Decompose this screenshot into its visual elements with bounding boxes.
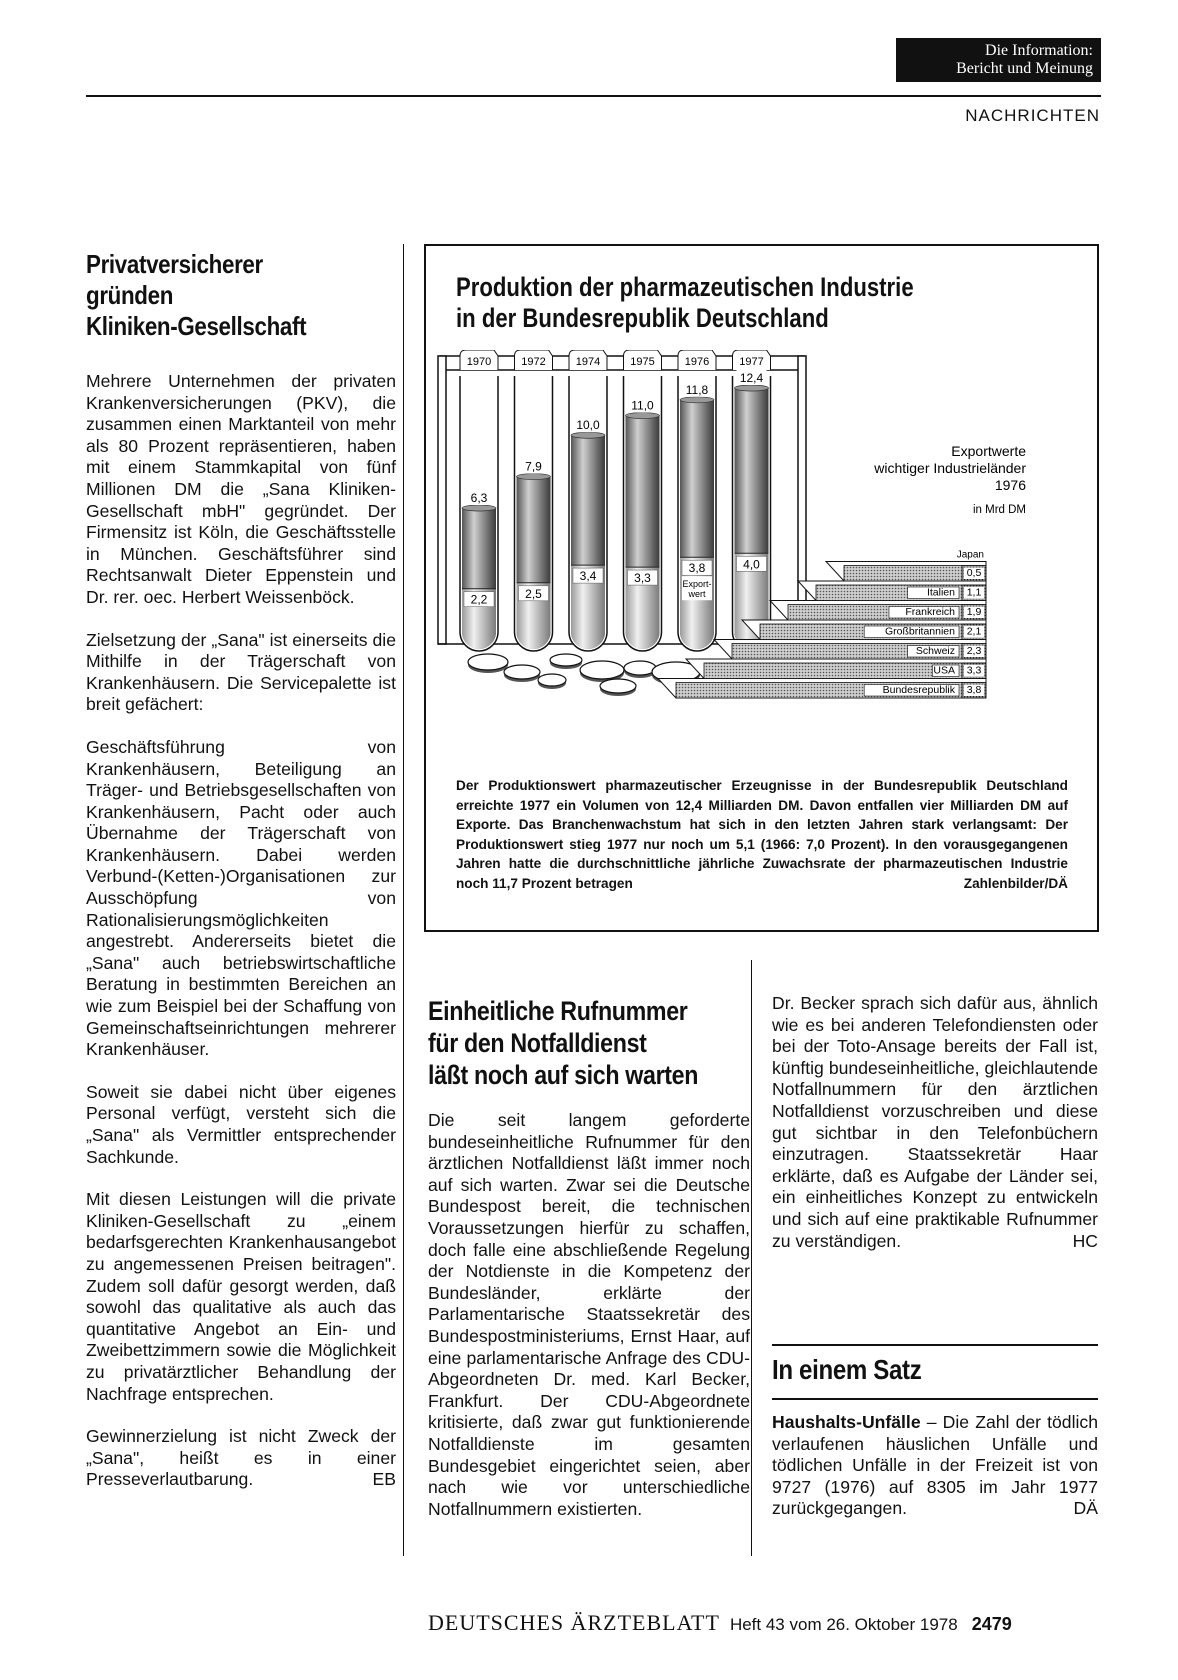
tube-fill-surface [517,474,551,480]
article2-signature: HC [1072,1230,1098,1251]
article1-last-text: Gewinnerzielung ist nicht Zweck der „Sana", heißt es in einer Presseverlautbarung. [86,1426,396,1490]
country-label: USA [933,664,955,677]
country-value-label: 2,1 [966,625,982,638]
country-label: Japan [956,549,984,561]
pill [504,665,540,679]
column-divider-right [751,960,752,1556]
article2-col2 [772,993,1098,1252]
tube-fill-surface [626,413,660,419]
pills-illustration [468,654,700,696]
chart-caption-text: Der Produktionswert pharmazeutischer Erzeugnisse in der Bundesrepublik Deutschland erreichte 1977 ein Volumen von 12,4 Milliarden DM. Davon entfallen vier Milliarden DM auf Exporte. Das Branchenwachstum hat sich in den letzten Jahren stark verlangsamt: Der Produktionswert stieg 1977 nur noch um 5,1 (1966: 7,0 Prozent). In den vorausgegangenen Jahren hatte die durchschnittliche jährliche Zuwachsrate der pharmazeutischen Industrie noch 11,7 Prozent betragen [456,778,1068,891]
article-privatversicherer [86,249,396,1491]
pill [580,661,624,679]
secondary-title-line: wichtiger Industrieländer [874,460,1026,476]
pill [538,674,566,686]
country-label: Großbritannien [884,625,955,638]
country-value-label: 0,5 [966,567,982,579]
secondary-unit: in Mrd DM [972,504,1026,516]
pill [468,654,508,670]
article2-col2-text: Dr. Becker sprach sich dafür aus, ähnlich wie es bei anderen Telefondiensten oder bei der Toto-Ansage bereits der Fall ist, künftig bundeseinheitliche, gleichlautende Notfallnummern für den ärztlichen Notfalldienst vorzuschreiben und diese gut sichtbar in den Telefonbüchern einzutragen. Staatssekretär Haar erklärte, daß es Aufgabe der Länder sei, ein einheitliches Konzept zu entwickeln und sich auf eine praktikable Rufnummer zu verständigen. [772,993,1098,1251]
article3-rule-bottom [772,1398,1098,1400]
footer-page-number: 2479 [971,1614,1012,1634]
export-value-label: 4,0 [743,557,760,572]
year-label: 1976 [684,356,710,368]
tube-fill-surface [680,397,714,403]
export-value-label: 2,5 [525,586,542,601]
year-label: 1972 [521,356,546,368]
article1-title-line: gründen [86,280,174,310]
chart-box [424,244,1099,932]
tube-fill-surface [462,505,496,511]
chart-caption [456,776,1068,893]
footer-issue: Heft 43 vom 26. Oktober 1978 [729,1615,958,1634]
article3-signature: DÄ [1073,1498,1098,1519]
year-label: 1974 [575,356,601,368]
test-tubes [460,370,771,651]
chart-title [456,272,914,334]
export-value-label: 2,2 [470,592,488,607]
country-label: Frankreich [905,606,955,618]
country-label: Schweiz [915,645,955,657]
article1-signature: EB [372,1469,396,1490]
country-value-label: 1,1 [966,586,982,599]
article2-title-line: für den Notfalldienst [428,1028,647,1058]
year-label: 1975 [630,356,655,368]
section-badge [896,38,1101,82]
year-label: 1970 [466,356,492,368]
country-value-label: 2,3 [966,645,982,657]
article3-body [772,1412,1098,1520]
export-word-label: Export- [682,579,712,590]
total-value-label: 10,0 [576,418,600,433]
total-value-label: 6,3 [470,491,488,506]
badge-line-2: Bericht und Meinung [956,60,1093,77]
column-divider-left [403,244,404,1556]
tube-fill-surface [571,432,605,438]
article3-paragraph [772,1412,1098,1520]
chart-graphic [426,350,1097,770]
article-rufnummer [428,995,748,1520]
chart-title-line: Produktion der pharmazeutischen Industrie [456,272,914,302]
article1-paragraph: Soweit sie dabei nicht über eigenes Personal verfügt, versteht sich die „Sana" als Vermittler entsprechender Sachkunde. [86,1081,396,1167]
export-value-label: 3,4 [579,569,597,584]
badge-line-1: Die Information: [985,42,1093,59]
total-value-label: 7,9 [525,459,542,474]
article3-lead: Haushalts-Unfälle [772,1412,921,1432]
footer-magazine: DEUTSCHES ÄRZTEBLATT [428,1610,720,1635]
article3-title: In einem Satz [772,1354,922,1385]
country-label: Italien [926,586,955,599]
article1-title [86,249,353,342]
export-value-label: 3,8 [688,561,706,576]
chart-source: Zahlenbilder/DÄ [963,875,1068,891]
article-rufnummer-continued [772,993,1098,1252]
year-label: 1977 [739,356,764,368]
total-value-label: 12,4 [739,371,764,385]
total-value-label: 11,8 [685,382,709,397]
chart-title-line: in der Bundesrepublik Deutschland [456,303,829,333]
pill [624,661,656,675]
page-footer [428,1610,1012,1636]
pill [600,679,636,693]
article2-title-line: läßt noch auf sich warten [428,1060,699,1090]
pill [550,654,582,666]
secondary-title-line: 1976 [994,477,1026,493]
article-in-einem-satz [772,1352,1098,1388]
section-label: NACHRICHTEN [965,106,1100,125]
top-rule [86,95,1101,97]
export-word-label: wert [688,589,706,600]
article1-title-line: Privatversicherer [86,249,263,279]
stair-riser [816,585,986,601]
article1-paragraph: Mehrere Unternehmen der privaten Krankenversicherungen (PKV), die zusammen einen Marktanteil von mehr als 80 Prozent repräsentieren, haben mit einem Stammkapital von fünf Millionen DM die „Sana Kliniken-Gesellschaft mbH" gegründet. Der Firmensitz ist Köln, die Geschäftsstelle in München. Geschäftsführer sind Rechtsanwalt Dieter Eppenstein und Dr. rer. oec. Herbert Weissenböck. [86,371,396,607]
article2-title-line: Einheitliche Rufnummer [428,996,688,1026]
article2-title [428,995,703,1091]
article1-paragraph [86,1426,396,1491]
country-value-label: 3,3 [966,664,982,677]
tube-fill-surface [735,385,769,391]
article1-paragraph: Geschäftsführung von Krankenhäusern, Beteiligung an Träger- und Betriebsgesellschaften von Krankenhäusern, Pacht oder auch Übernahme der Trägerschaft von Krankenhäusern. Dabei werden Verbund-(Ketten-)Organisationen zur Ausschöpfung von Rationalisierungsmöglichkeiten angestrebt. Andererseits bietet die „Sana" auch betriebswirtschaftliche Beratung in bestimmten Bereichen an wie zum Beispiel bei der Schaffung von Gemeinschaftseinrichtungen mehrerer Krankenhäuser. [86,736,396,1060]
article2-col1-text: Die seit langem geforderte bundeseinheitliche Rufnummer für den ärztlichen Notfalldienst läßt immer noch auf sich warten. Zwar sei die Deutsche Bundespost bereit, die technischen Voraussetzungen hierfür zu schaffen, doch falle eine abschließende Regelung der Notdienste in die Kompetenz der Bundesländer, erklärte der Parlamentarische Staatssekretär des Bundespostministeriums, Ernst Haar, auf eine parlamentarische Anfrage des CDU-Abgeordneten Dr. med. Karl Becker, Frankfurt. Der CDU-Abgeordnete kritisierte, daß zwar gut funktionierende Notfalldienste im gesamten Bundesgebiet eingerichtet seien, aber nach wie vor unterschiedliche Notfallnummern existierten. [428,1110,750,1519]
secondary-title-line: Exportwerte [951,443,1026,459]
article1-title-line: Kliniken-Gesellschaft [86,311,307,341]
country-value-label: 1,9 [966,606,982,618]
total-value-label: 11,0 [631,398,654,413]
export-value-label: 3,3 [634,571,651,586]
article3-text: – Die Zahl der tödlich verlaufenen häuslichen Unfälle und tödlichen Unfälle in der Freizeit ist von 9727 (1976) auf 8305 im Jahr 1977 zurückgegangen. [772,1412,1098,1519]
article3-rule-top [772,1344,1098,1346]
article1-paragraph: Mit diesen Leistungen will die private Kliniken-Gesellschaft zu „einem bedarfsgerechten Krankenhausangebot zu angemessenen Preisen beitragen". Zudem soll dafür gesorgt werden, daß sowohl das qualitative als auch das quantitative Angebot an Ein- und Zweibettzimmern sowie die Möglichkeit zu privatärztlicher Behandlung der Nachfrage entsprechen. [86,1189,396,1404]
rack-left-post [438,356,446,644]
country-label: Bundesrepublik [882,684,955,696]
article1-paragraph: Zielsetzung der „Sana" ist einerseits die Mithilfe in der Trägerschaft von Krankenhäusern. Die Servicepalette ist breit gefächert: [86,629,396,715]
country-value-label: 3,8 [966,684,982,696]
